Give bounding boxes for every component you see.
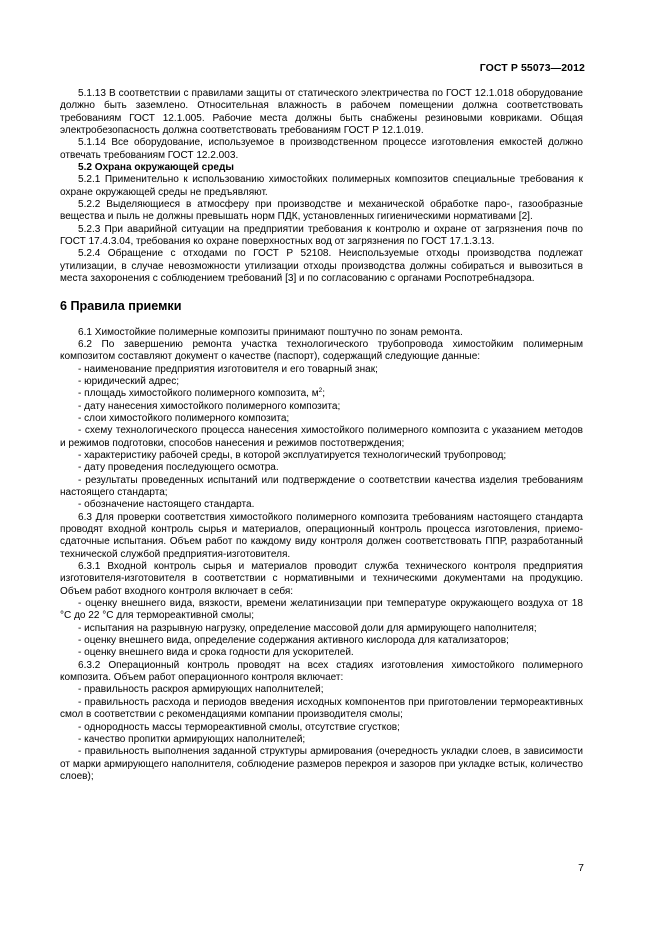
paragraph: 5.1.13 В соответствии с правилами защиты от статического электричества по ГОСТ 12.1.018 оборудование должно быть заземлено. Относительная влажность в рабочем помещении должна соответствовать требованиям ГОСТ 12.1.005. Рабочие места должны быть снабжены резиновыми ковриками. Общая электробезопасность должна соответствовать требованиям ГОСТ Р 12.1.019. — [60, 88, 583, 137]
paragraph: 5.1.14 Все оборудование, используемое в производственном процессе изготовления емкостей должно отвечать требованиям ГОСТ 12.2.003. — [60, 137, 583, 161]
paragraph: 5.2.2 Выделяющиеся в атмосферу при производстве и механической обработке паро-, газообразные вещества и пыль не должны превышать норм ПДК, установленных гигиеническими нормативами [2]. — [60, 199, 583, 223]
superscript: 2 — [318, 387, 323, 395]
paragraph: - правильность выполнения заданной структуры армирования (очередность укладки слоев, в зависимости от марки армирующего наполнителя, соблюдение размеров перекроя и зазоров при укладке встык, количество слоев); — [60, 746, 583, 782]
paragraph: - результаты проведенных испытаний или подтверждение о соответствии качества изделия требованиям настоящего стандарта; — [60, 474, 583, 498]
paragraph: 6.2 По завершению ремонта участка технологического трубопровода химостойким полимерным композитом составляют документ о качестве (паспорт), содержащий следующие данные: — [60, 338, 583, 363]
paragraph: 5.2.4 Обращение с отходами по ГОСТ Р 52108. Неиспользуемые отходы производства подлежат утилизации, в случае невозможности утилизации отходы производства должны собираться и вывозиться в места захоронения с соблюдением требований [3] и по согласованию с органами Роспотребнадзора. — [60, 248, 583, 285]
page-number: 7 — [578, 862, 584, 874]
paragraph-text: - площадь химостойкого полимерного композита, м — [78, 388, 319, 400]
paragraph: - дату нанесения химостойкого полимерного композита; — [78, 400, 341, 412]
paragraph — [60, 388, 583, 400]
paragraph: - качество пропитки армирующих наполнителей; — [78, 733, 306, 745]
section-title: 6 Правила приемки — [60, 298, 182, 313]
paragraph: - характеристику рабочей среды, в которой эксплуатируется технологический трубопровод; — [78, 449, 507, 461]
paragraph: 5.2.3 При аварийной ситуации на предприятии требования к контролю и охране от загрязнения почв по ГОСТ 17.4.3.04, требования ко охране поверхностных вод от загрязнения по ГОСТ 17.1.3.13. — [60, 223, 583, 248]
paragraph: - однородность массы термореактивной смолы, отсутствие сгустков; — [78, 721, 400, 733]
standard-code-header: ГОСТ Р 55073—2012 — [479, 62, 585, 74]
paragraph: - обозначение настоящего стандарта. — [78, 499, 255, 511]
paragraph: 6.3 Для проверки соответствия химостойкого полимерного композита требованиям настоящего стандарта проводят входной контроль сырья и материалов, операционный контроль процесса изготовления, приемо-сдаточные испытания. Объем работ по каждому виду контроля должен соответствовать ППР, разработанный технической службой предприятия-изготовителя. — [60, 511, 583, 560]
paragraph: - испытания на разрывную нагрузку, определение массовой доли для армирующего наполнителя; — [78, 622, 537, 634]
paragraph: - слои химостойкого полимерного композита; — [78, 412, 290, 424]
paragraph-text-end: ; — [322, 388, 326, 400]
paragraph: 6.3.1 Входной контроль сырья и материалов проводит служба технического контроля предприятия изготовителя-изготовителя в соответствии с нормативными и техническими документами на продукцию. Объем работ входного контроля включает в себя: — [60, 561, 583, 597]
paragraph: - юридический адрес; — [78, 375, 180, 387]
subsection-heading: 5.2 Охрана окружающей среды — [78, 162, 234, 174]
paragraph: - дату проведения последующего осмотра. — [78, 462, 279, 474]
paragraph: 6.1 Химостойкие полимерные композиты принимают поштучно по зонам ремонта. — [78, 326, 463, 338]
paragraph: - оценку внешнего вида и срока годности для ускорителей. — [78, 647, 354, 659]
paragraph: 6.3.2 Операционный контроль проводят на всех стадиях изготовления химостойкого полимерного композита. Объем работ операционного контроля включает: — [60, 659, 583, 684]
paragraph: 5.2.1 Применительно к использованию химостойких полимерных композитов специальные требования к охране окружающей среды не предъявляют. — [60, 174, 583, 198]
paragraph: - оценку внешнего вида, вязкости, времени желатинизации при температуре окружающего воздуха от 18 °С до 22 °С для термореактивной смолы; — [60, 598, 583, 622]
paragraph: - оценку внешнего вида, определение содержания активного кислорода для катализаторов; — [78, 635, 509, 647]
document-body — [60, 88, 583, 783]
paragraph: - схему технологического процесса нанесения химостойкого полимерного композита с указанием методов и режимов подготовки, способов нанесения и режимов постотверждения; — [60, 425, 583, 449]
paragraph: - правильность расхода и периодов введения исходных компонентов при приготовлении термореактивных смол в соответствии с рекомендациями компании производителя смолы; — [60, 696, 583, 721]
paragraph: - наименование предприятия изготовителя и его товарный знак; — [78, 363, 378, 375]
paragraph: - правильность раскроя армирующих наполнителей; — [78, 684, 324, 696]
